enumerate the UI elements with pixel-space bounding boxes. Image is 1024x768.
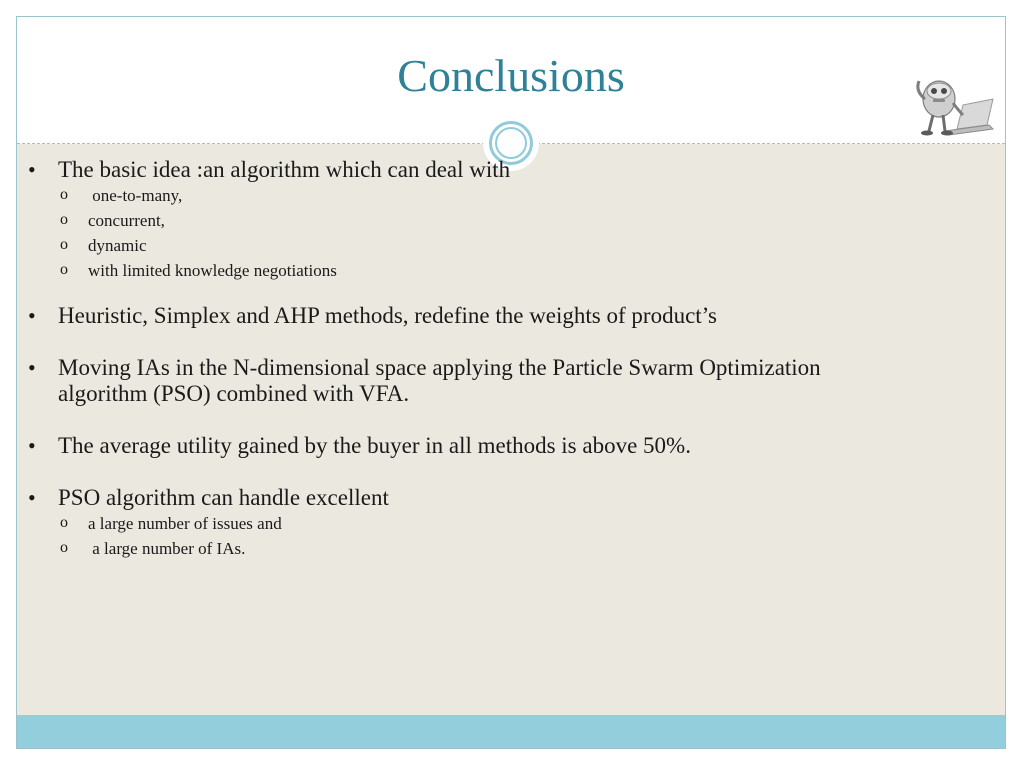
sub-item: o one-to-many, [26,183,966,208]
bullet-list [26,157,966,561]
sub-item: o dynamic [26,233,966,258]
bullet-item: • Moving IAs in the N-dimensional space applying the Particle Swarm Optimization algorithm (PSO) combined with VFA. [26,355,898,407]
bullet-item: • The average utility gained by the buyer in all methods is above 50%. [26,433,966,459]
robot-with-laptop-icon [905,69,997,139]
sub-item: o a large number of issues and [26,511,966,536]
footer-bar [17,715,1005,748]
sub-item: o with limited knowledge negotiations [26,258,966,283]
slide-title: Conclusions [397,50,625,101]
decorative-ring-inner [495,127,527,159]
bullet-item: • PSO algorithm can handle excellent [26,485,966,511]
sub-item: o concurrent, [26,208,966,233]
bullet-item: • The basic idea :an algorithm which can deal with [26,157,966,183]
bullet-item: • Heuristic, Simplex and AHP methods, redefine the weights of product’s [26,303,966,329]
sub-item: o a large number of IAs. [26,536,966,561]
